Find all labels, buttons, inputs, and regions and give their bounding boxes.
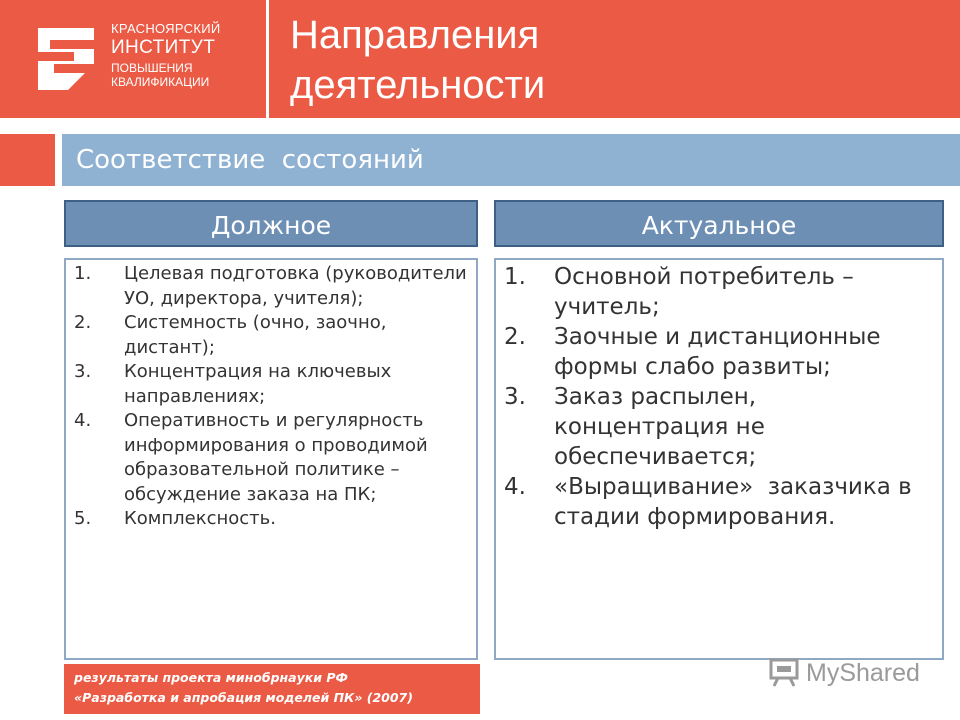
left-content-box [64,258,478,660]
right-content-box [494,258,944,660]
list-item-text: Оперативность и регулярность информирования о проводимой образовательной политике – обсуждение заказа на ПК; [124,410,428,505]
source-note [64,664,480,714]
list-item [74,311,470,360]
list-item [74,262,470,311]
list-item [504,382,936,472]
list-item-number: 4. [504,474,526,500]
presentation-board-icon [768,658,800,688]
title-line-1: Направления [290,13,540,57]
list-item-text: Заказ распылен, концентрация не обеспечивается; [554,384,765,470]
logo-line-2: ИНСТИТУТ [111,37,216,58]
list-item [504,322,936,382]
logo-line-3: ПОВЫШЕНИЯ [111,61,193,75]
list-item-number: 3. [74,361,92,382]
list-item-text: «Выращивание» заказчика в стадии формирования. [554,474,920,530]
logo-emblem-icon [28,20,100,96]
list-item-text: Комплексность. [124,508,276,529]
list-item-number: 4. [74,410,92,431]
list-item-text: Основной потребитель – учитель; [554,264,854,320]
list-item-text: Целевая подготовка (руководители УО, директора, учителя); [124,263,467,309]
watermark-text: MyShared [806,658,920,687]
list-item [504,262,936,322]
list-item [74,507,470,532]
logo-line-1: КРАСНОЯРСКИЙ [111,21,221,36]
list-item [74,360,470,409]
logo-text [111,22,221,88]
right-list [504,262,936,532]
left-list [74,262,470,532]
subtitle: Соответствие состояний [76,145,424,175]
list-item-number: 2. [504,324,526,350]
title-line-2: деятельности [290,63,546,107]
column-heading-left: Должное [64,200,478,247]
list-item-text: Концентрация на ключевых направлениях; [124,361,392,407]
list-item-text: Системность (очно, заочно, дистант); [124,312,387,358]
source-note-line-1: результаты проекта минобрнауки РФ [74,670,348,685]
watermark [768,657,920,689]
source-note-line-2: «Разработка и апробация моделей ПК» (2007) [74,690,413,705]
list-item-text: Заочные и дистанционные формы слабо развиты; [554,324,881,380]
list-item-number: 5. [74,508,92,529]
column-heading-right: Актуальное [494,200,944,247]
institute-logo [0,0,266,118]
list-item-number: 2. [74,312,92,333]
list-item-number: 1. [74,263,92,284]
list-item [74,409,470,507]
subtitle-accent-block [0,134,55,186]
list-item [504,472,936,532]
page-title [290,10,545,110]
logo-line-4: КВАЛИФИКАЦИИ [111,75,210,89]
list-item-number: 1. [504,264,526,290]
header-divider [266,0,269,118]
list-item-number: 3. [504,384,526,410]
